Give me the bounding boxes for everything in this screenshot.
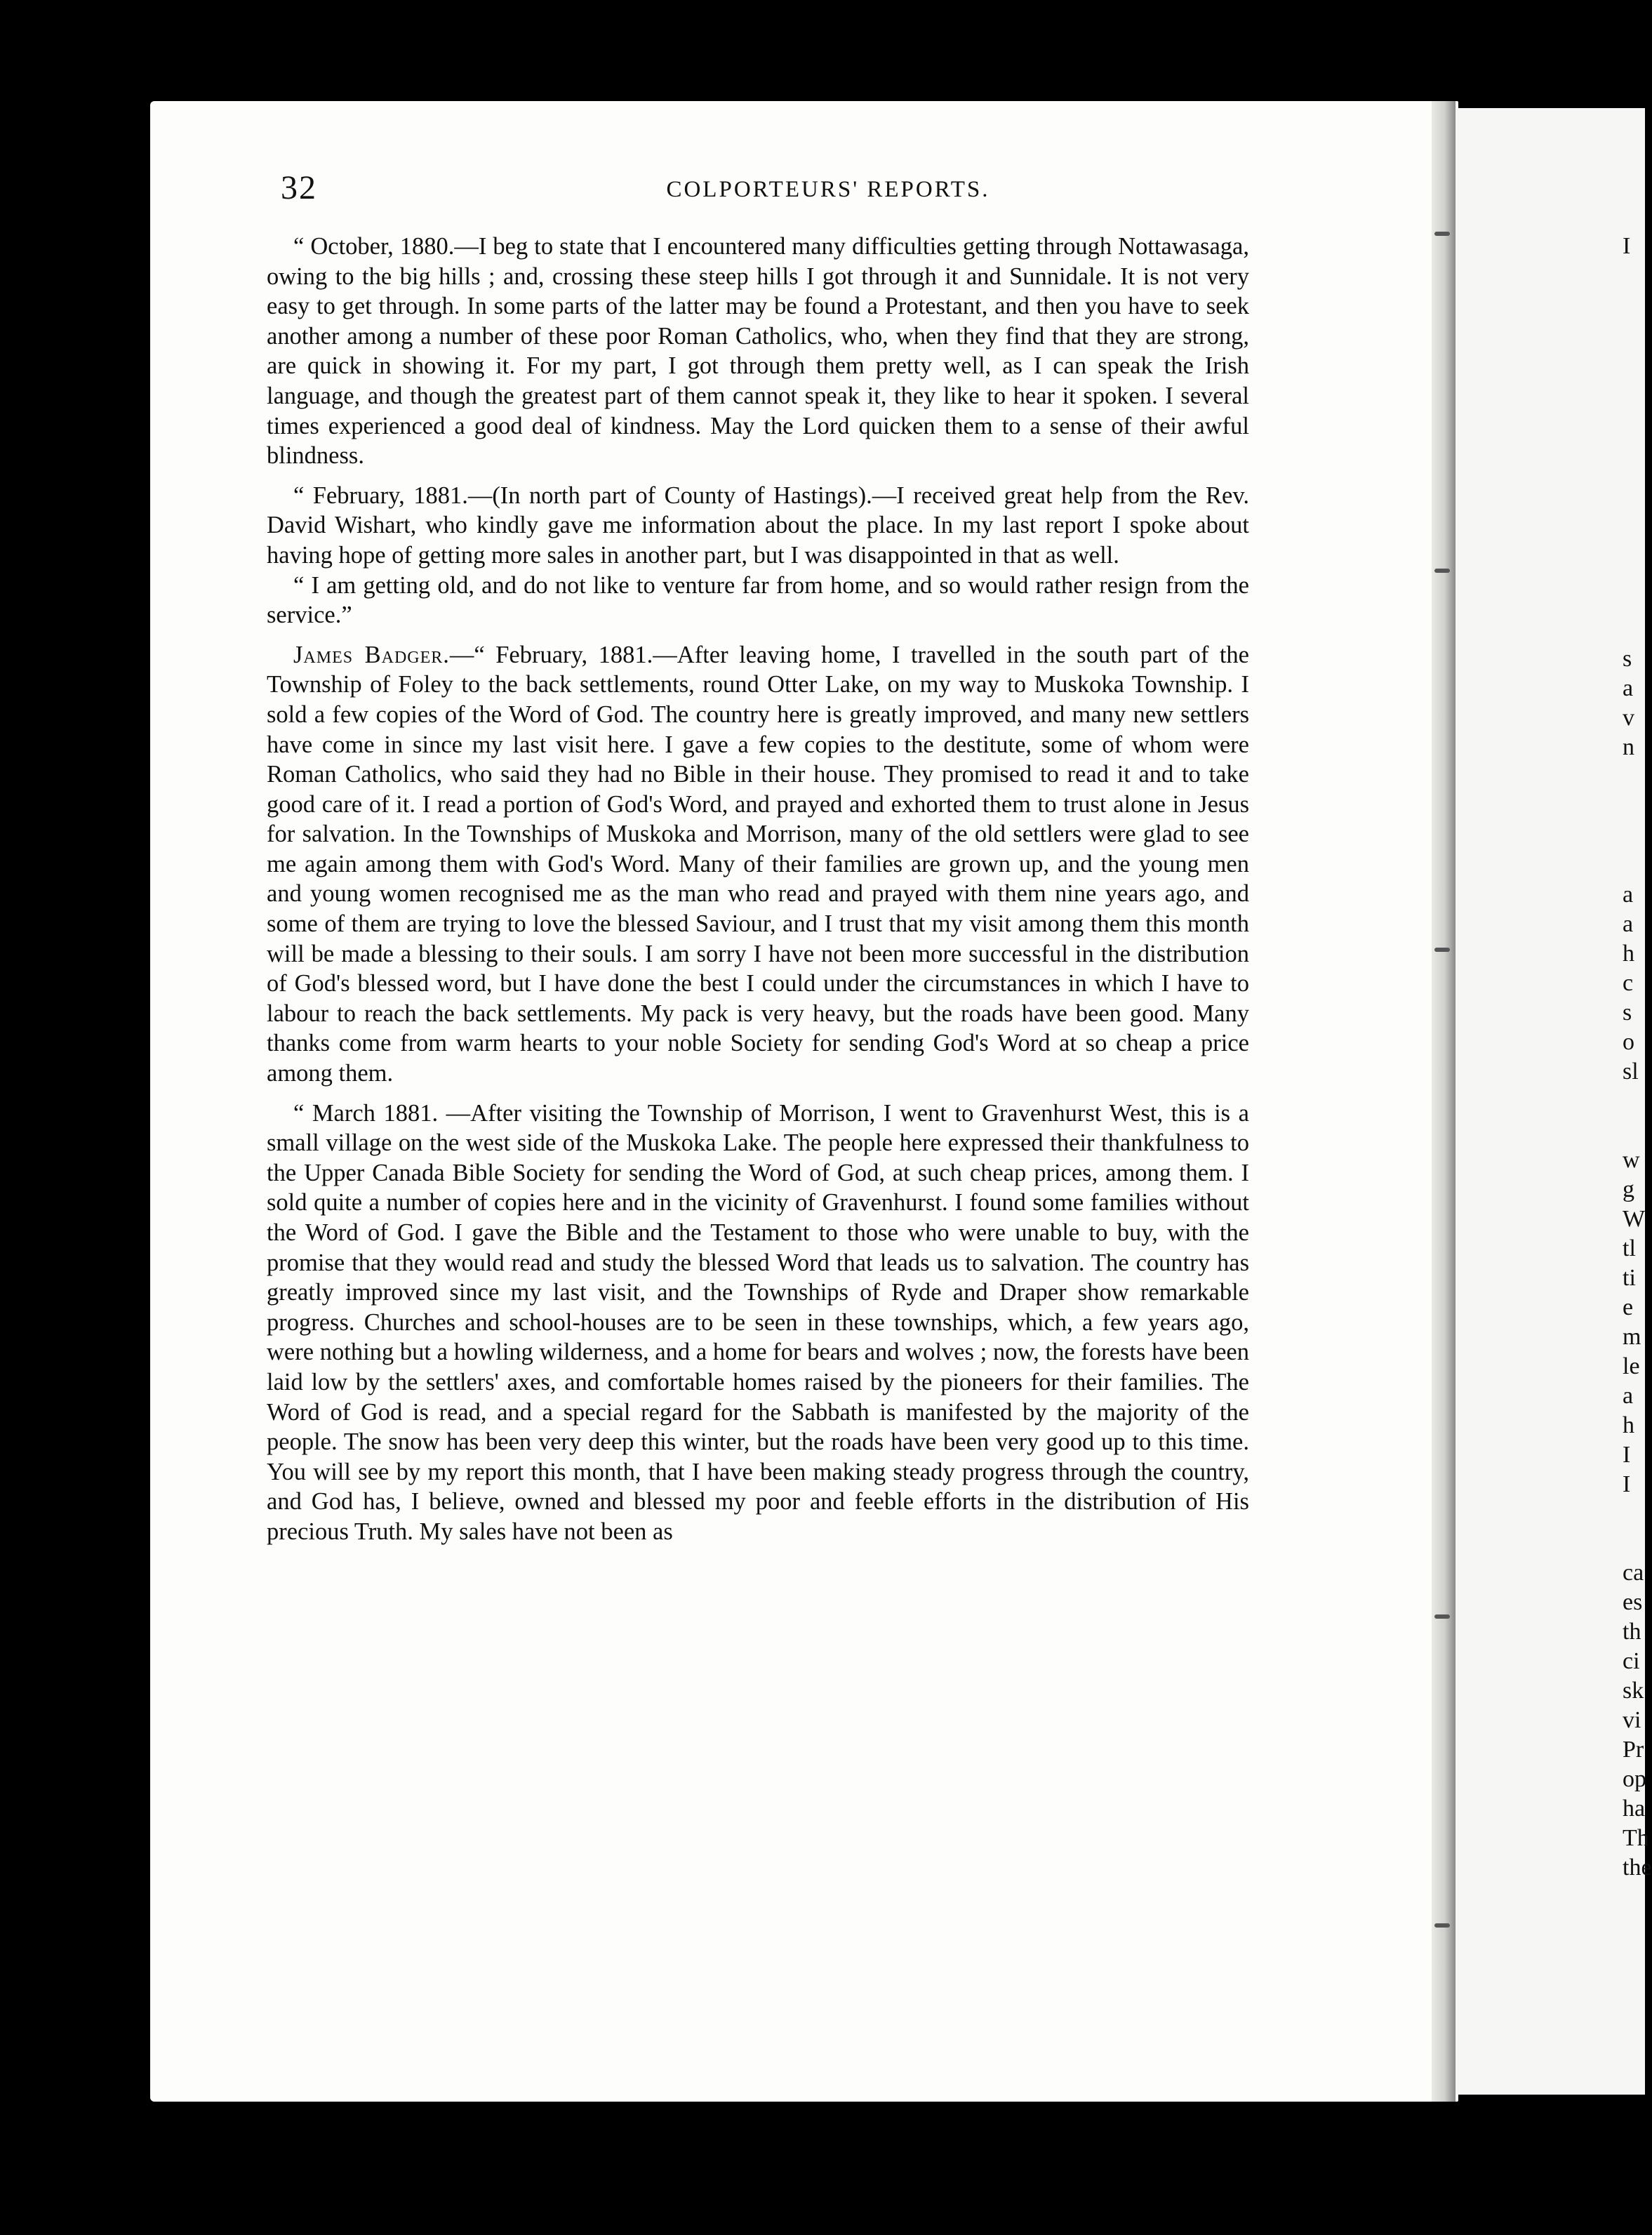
paragraph-march-1881: “ March 1881. —After visiting the Township of Morrison, I went to Gravenhurst West, this is a small village on the west side of the Muskoka Lake. The people here expressed their thankfulness to the Upper Canada Bible Society for sending the Word of God, at such cheap prices, among them. I sold quite a number of copies here and in the vicinity of Gravenhurst. I found some families without the Word of God. I gave the Bible and the Testament to those who were unable to buy, with the promise that they would read and study the blessed Word that leads us to salvation. The country has greatly improved since my last visit, and the Townships of Ryde and Draper show remarkable progress. Churches and school-houses are to be seen in these townships, which, a few years ago, were nothing but a howling wilderness, and a home for bears and wolves ; now, the forests have been laid low by the settlers' axes, and comfortable homes raised by the pioneers for their families. The Word of God is read, and a special regard for the Sabbath is manifested by the majority of the people. The snow has been very deep this winter, but the roads have been very good up to this time. You will see by my report this month, that I have been making steady progress through the country, and God has, I believe, owned and blessed my poor and feeble efforts in the distribution of His precious Truth. My sales have not been as <box>267 1099 1249 1545</box>
facing-page-fragment: I <box>1623 1471 1631 1497</box>
facing-page-fragment: es <box>1623 1589 1643 1615</box>
facing-page-fragment: I <box>1623 1442 1631 1468</box>
facing-page-fragment: v <box>1623 705 1634 731</box>
facing-page-fragment: g <box>1623 1176 1634 1202</box>
paragraph-james-badger-text: —“ February, 1881.—After leaving home, I travelled in the south part of the Township of Foley to the back settlements, round Otter Lake, on my way to Muskoka Township. I sold a few copies of the Word of God. The country here is greatly improved, and many new settlers have come in since my last visit here. I gave a few copies to the destitute, some of whom were Roman Catholics, who said they had no Bible in their house. They promised to read it and to take good care of it. I read a portion of God's Word, and prayed and exhorted them to trust alone in Jesus for salvation. In the Townships of Muskoka and Morrison, many of the old settlers were glad to see me again among them with God's Word. Many of their families are grown up, and the young men and young women recognised me as the man who read and prayed with them nine years ago, and some of them are trying to love the blessed Saviour, and I trust that my visit among them this month will be made a blessing to their souls. I am sorry I have not been more successful in the distribution of God's blessed word, but I have done the best I could under the circumstances in which I have to labour to reach the back settlements. My pack is very heavy, but the roads have been good. Many thanks come from warm hearts to your noble Society for sending God's Word at so cheap a price among them. <box>267 641 1249 1087</box>
facing-page-fragment: s <box>1623 1000 1632 1026</box>
colporteur-name: James Badger. <box>293 641 450 668</box>
binding-stitch <box>1434 948 1450 952</box>
facing-page-fragment: le <box>1623 1353 1640 1379</box>
facing-page-fragment: Pr <box>1623 1737 1644 1763</box>
facing-page-fragment: tl <box>1623 1235 1636 1261</box>
facing-page-fragment: W <box>1623 1206 1646 1232</box>
facing-page-text <box>1623 232 1652 2057</box>
facing-page-fragment: a <box>1623 882 1634 908</box>
page-number: 32 <box>281 169 317 206</box>
facing-page-fragment: s <box>1623 646 1632 672</box>
facing-page-fragment: the <box>1623 1855 1652 1881</box>
facing-page-fragment: ti <box>1623 1265 1636 1291</box>
facing-page-fragment: sl <box>1623 1059 1639 1085</box>
facing-page-fragment: h <box>1623 1412 1634 1438</box>
facing-page-fragment: m <box>1623 1324 1641 1350</box>
book-gutter <box>1432 101 1456 2102</box>
binding-stitch <box>1434 232 1450 236</box>
facing-page-fragment: c <box>1623 970 1634 996</box>
facing-page-fragment: n <box>1623 734 1634 760</box>
paragraph-february-1881: “ February, 1881.—(In north part of County of Hastings).—I received great help from the Rev. David Wishart, who kindly gave me information about the place. In my last report I spoke about having hope of getting more sales in another part, but I was disappointed in that as well. <box>267 482 1249 569</box>
facing-page-fragment: a <box>1623 675 1634 701</box>
facing-page-fragment: th <box>1623 1619 1641 1645</box>
paragraph-james-badger <box>267 640 1249 1089</box>
facing-page-fragment: vi <box>1623 1707 1641 1733</box>
paragraph-october-1880: “ October, 1880.—I beg to state that I encountered many difficulties getting through Nottawasaga, owing to the big hills ; and, crossing these steep hills I got through it and Sunnidale. It is not very easy to get through. In some parts of the latter may be found a Protestant, and then you have to seek another among a number of these poor Roman Catholics, who, when they find that they are strong, are quick in showing it. For my part, I got through them pretty well, as I can speak the Irish language, and though the greatest part of them cannot speak it, they like to hear it spoken. I several times experienced a good deal of kindness. May the Lord quicken them to a sense of their awful blindness. <box>267 233 1249 470</box>
running-head-title: COLPORTEURS' REPORTS. <box>666 177 990 202</box>
facing-page-fragment: ha <box>1623 1796 1646 1822</box>
binding-stitch <box>1434 1923 1450 1928</box>
facing-page-fragment: I <box>1623 233 1631 259</box>
facing-page-fragment: e <box>1623 1294 1634 1320</box>
facing-page-fragment: w <box>1623 1147 1640 1173</box>
running-head <box>281 168 1375 211</box>
facing-page <box>1446 108 1645 2095</box>
facing-page-fragment: ca <box>1623 1560 1644 1586</box>
binding-stitch <box>1434 1614 1450 1619</box>
facing-page-fragment: op <box>1623 1766 1646 1792</box>
facing-page-fragment: o <box>1623 1029 1634 1055</box>
facing-page-fragment: sk <box>1623 1678 1644 1704</box>
body-text <box>267 232 1249 1557</box>
facing-page-fragment: Th <box>1623 1825 1649 1851</box>
facing-page-fragment: a <box>1623 911 1634 937</box>
facing-page-fragment: a <box>1623 1383 1634 1409</box>
binding-stitch <box>1434 569 1450 573</box>
paragraph-resignation: “ I am getting old, and do not like to venture far from home, and so would rather resign from the service.” <box>267 571 1249 629</box>
facing-page-fragment: h <box>1623 941 1634 967</box>
facing-page-fragment: ci <box>1623 1648 1640 1674</box>
